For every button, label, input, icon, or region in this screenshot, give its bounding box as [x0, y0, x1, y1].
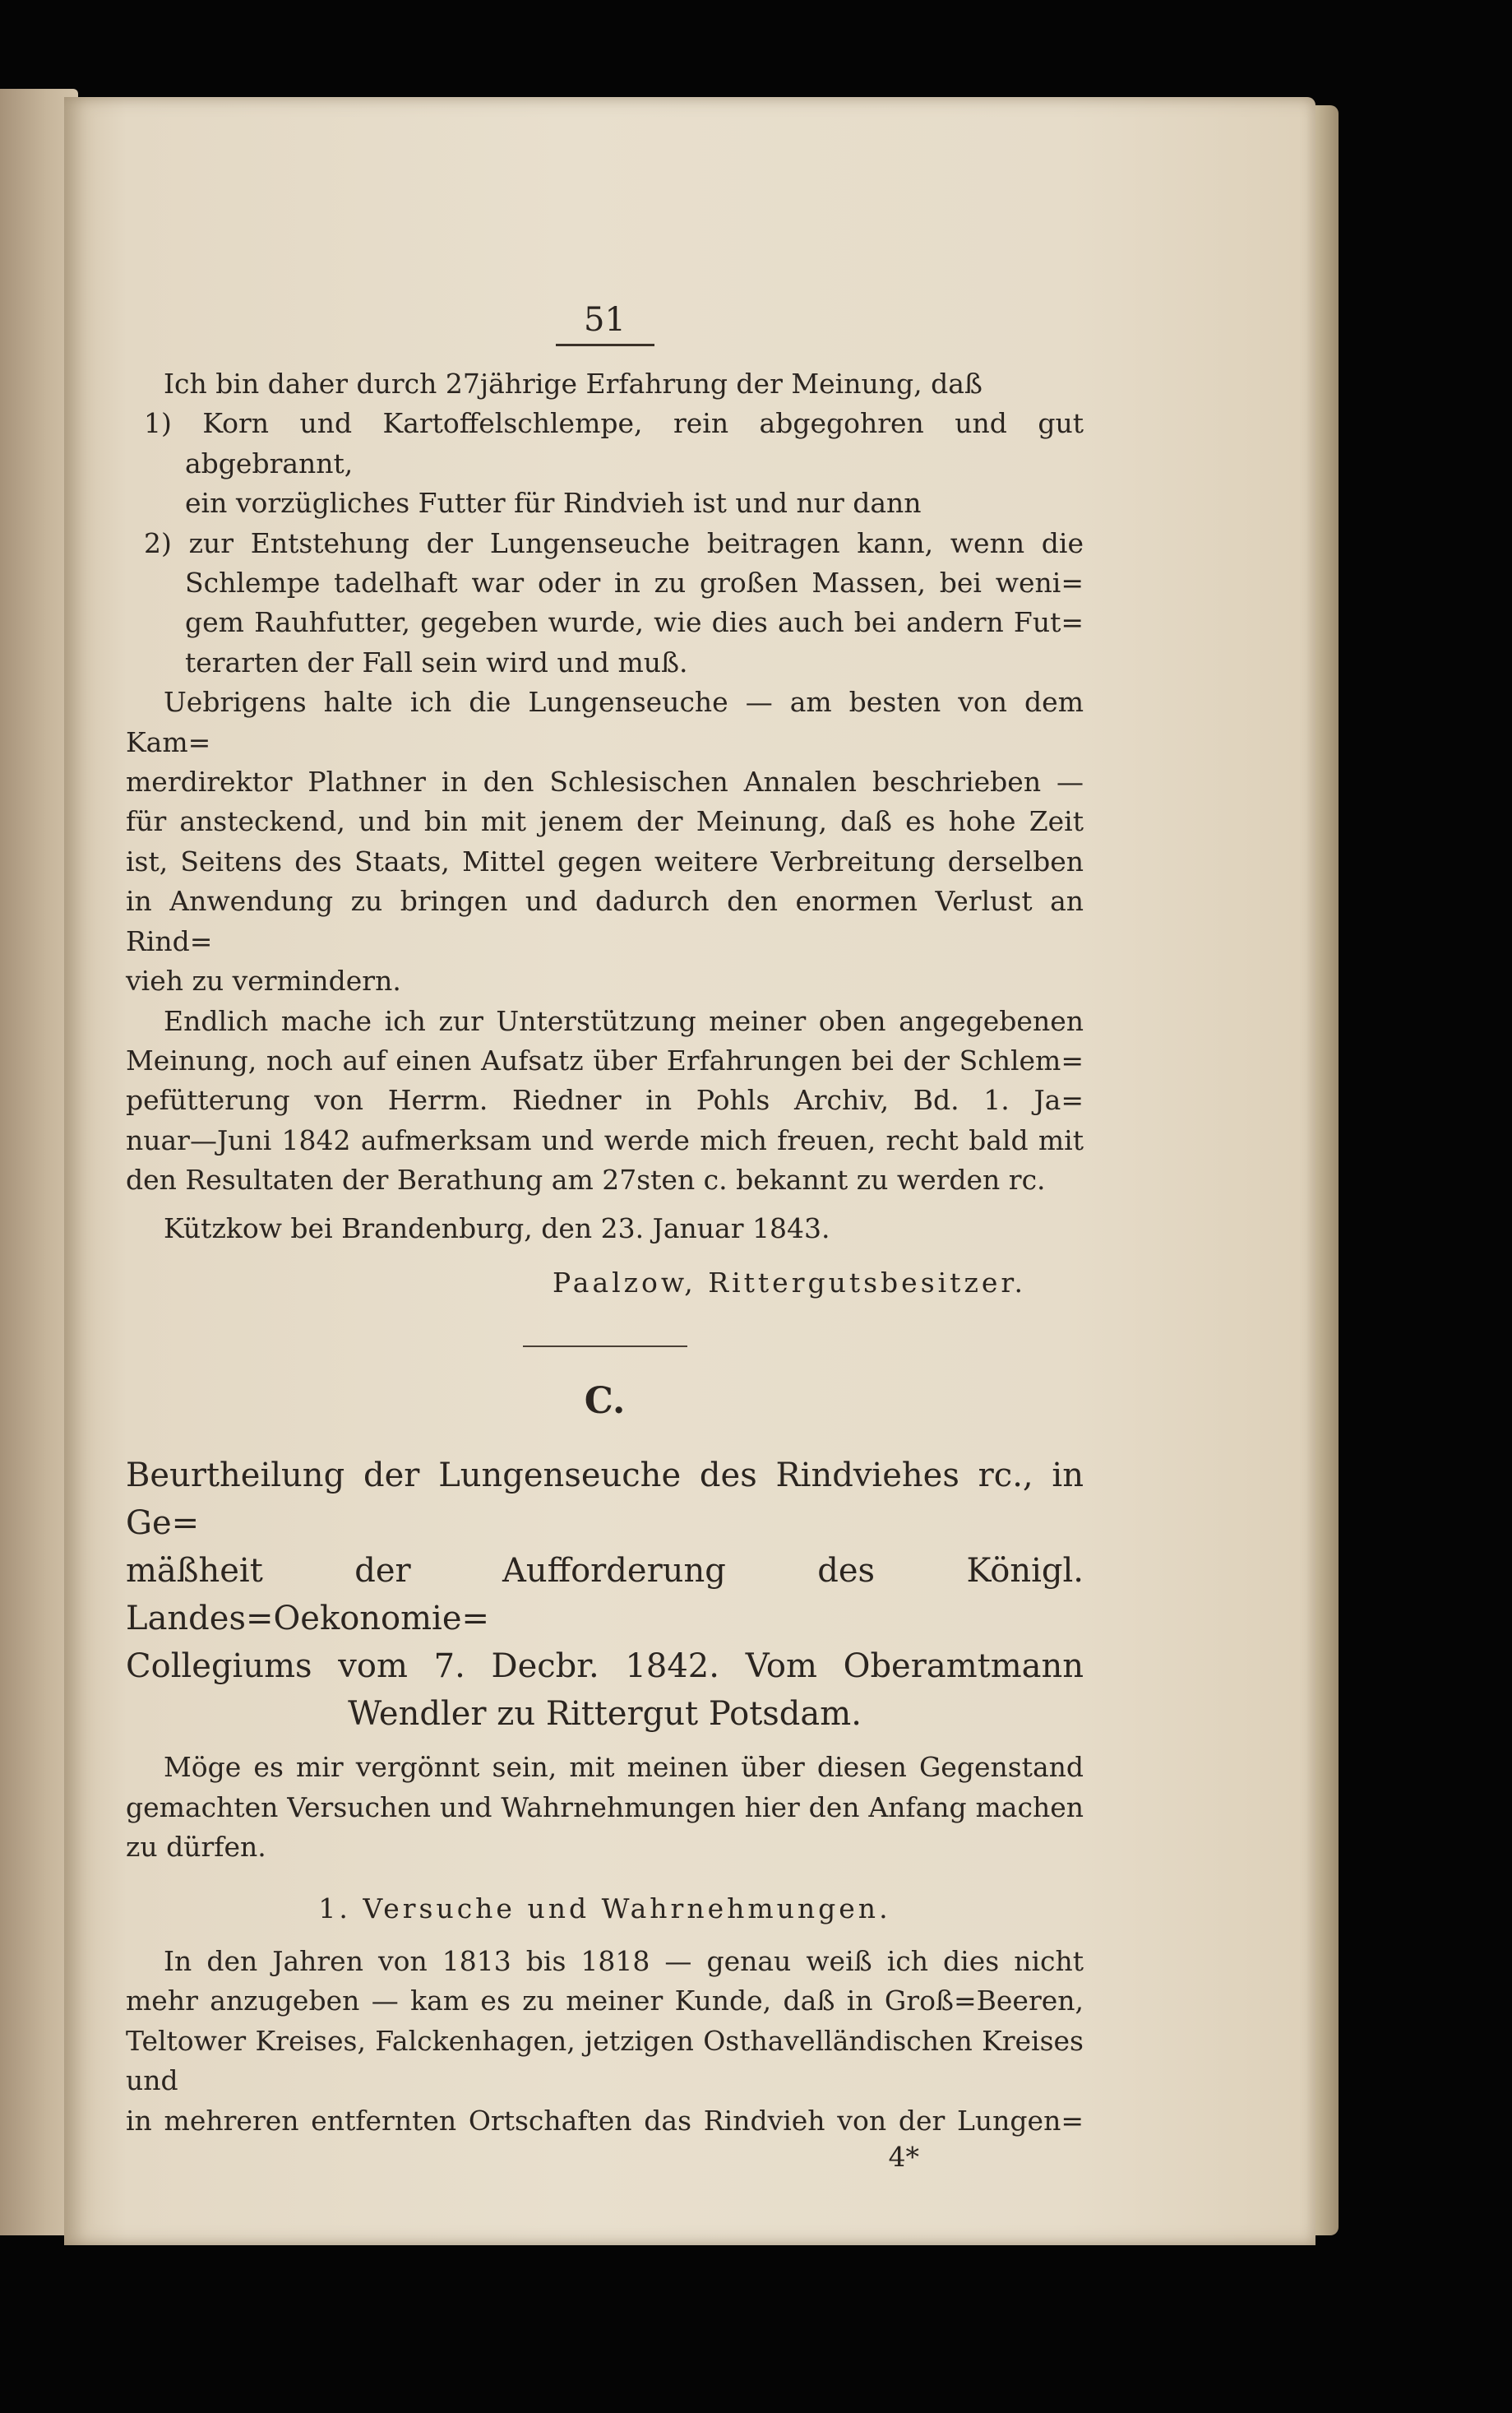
list-item-2-line: terarten der Fall sein wird und muß.: [185, 646, 688, 679]
text-line: Teltower Kreises, Falckenhagen, jetzigen Osthavelländischen Kreises und: [126, 2024, 1084, 2097]
text-line: in Anwendung zu bringen und dadurch den enormen Verlust an Rind=: [126, 885, 1084, 957]
page-number: 51: [556, 301, 654, 346]
page-text: [126, 301, 1084, 2174]
section-letter: C.: [584, 1380, 626, 1423]
text-line: zu dürfen.: [126, 1831, 266, 1864]
signature-mark: 4*: [888, 2141, 919, 2173]
list-item-1-line: 1) Korn und Kartoffelschlempe, rein abgegohren und gut abgebrannt,: [144, 407, 1084, 479]
signature-name: Paalzow, Rittergutsbesitzer.: [553, 1266, 1026, 1299]
text-line: Endlich mache ich zur Unterstützung meiner oben angegebenen: [164, 1004, 1084, 1037]
paragraph-moege: [126, 1748, 1084, 1867]
section-divider: [523, 1345, 687, 1347]
list-item-1-line: ein vorzügliches Futter für Rindvieh ist und nur dann: [185, 487, 922, 520]
text-line: vieh zu vermindern.: [126, 965, 401, 998]
heading-line: Collegiums vom 7. Decbr. 1842. Vom Oberamtmann: [126, 1647, 1084, 1686]
text-line: Meinung, noch auf einen Aufsatz über Erfahrungen bei der Schlem=: [126, 1044, 1084, 1077]
text-line: ist, Seitens des Staats, Mittel gegen weitere Verbreitung derselben: [126, 845, 1084, 878]
heading-line: Beurtheilung der Lungenseuche des Rindviehes rc., in Ge=: [126, 1457, 1084, 1543]
heading-line: mäßheit der Aufforderung des Königl. Landes=Oekonomie=: [126, 1552, 1084, 1638]
text-line: in mehreren entfernten Ortschaften das Rindvieh von der Lungen=: [126, 2104, 1084, 2137]
text-line: nuar—Juni 1842 aufmerksam und werde mich freuen, recht bald mit: [126, 1123, 1084, 1156]
text-line: Möge es mir vergönnt sein, mit meinen über diesen Gegenstand: [164, 1751, 1084, 1784]
page-stack-edge: [1312, 105, 1339, 2235]
paragraph-uebrigens: [126, 683, 1084, 1001]
heading-line: Wendler zu Rittergut Potsdam.: [348, 1695, 862, 1734]
text-line: pefütterung von Herrm. Riedner in Pohls Archiv, Bd. 1. Ja=: [126, 1084, 1084, 1117]
text-line: den Resultaten der Berathung am 27sten c. bekannt zu werden rc.: [126, 1164, 1046, 1197]
signature-place-date: Kützkow bei Brandenburg, den 23. Januar 1843.: [164, 1211, 830, 1244]
text-line: mehr anzugeben — kam es zu meiner Kunde, daß in Groß=Beeren,: [126, 1985, 1084, 2017]
text-line: Uebrigens halte ich die Lungenseuche — am besten von dem Kam=: [126, 686, 1084, 758]
paragraph-jahren: [126, 1942, 1084, 2141]
subheading: 1. Versuche und Wahrnehmungen.: [318, 1892, 891, 1924]
list-item-2-line: 2) zur Entstehung der Lungenseuche beitragen kann, wenn die: [144, 526, 1084, 559]
paragraph-intro: Ich bin daher durch 27jährige Erfahrung der Meinung, daß: [164, 368, 983, 400]
text-line: für ansteckend, und bin mit jenem der Meinung, daß es hohe Zeit: [126, 805, 1084, 838]
list-item-2-line: gem Rauhfutter, gegeben wurde, wie dies auch bei andern Fut=: [185, 606, 1084, 639]
text-line: In den Jahren von 1813 bis 1818 — genau weiß ich dies nicht: [164, 1944, 1084, 1977]
text-line: merdirektor Plathner in den Schlesischen Annalen beschrieben —: [126, 766, 1084, 799]
text-line: gemachten Versuchen und Wahrnehmungen hier den Anfang machen: [126, 1790, 1084, 1823]
list-item-2-line: Schlempe tadelhaft war oder in zu großen Massen, bei weni=: [185, 567, 1084, 600]
paragraph-endlich: [126, 1002, 1084, 1201]
section-heading: [126, 1452, 1084, 1738]
